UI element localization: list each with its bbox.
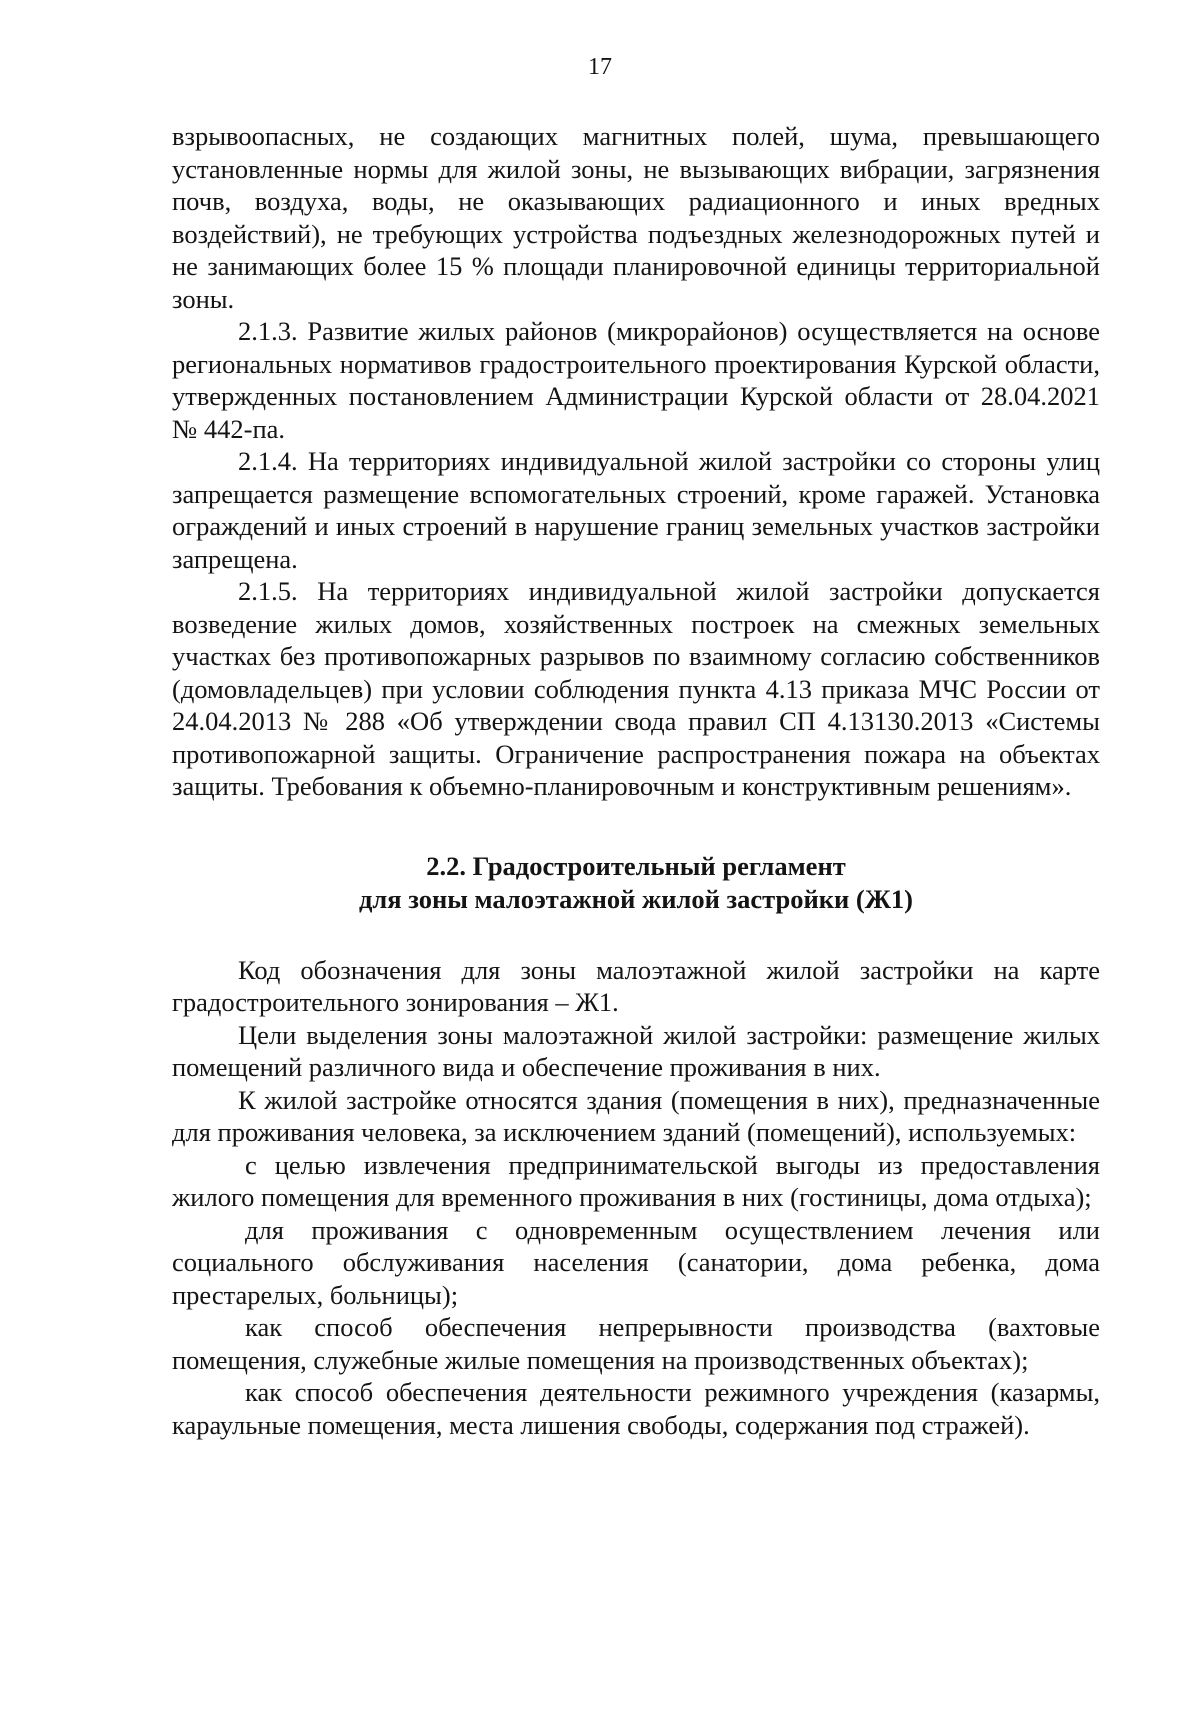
section-heading <box>172 850 1100 916</box>
exclusion-item-2: для проживания с одновременным осуществлением лечения или социального обслуживания населения (санатории, дома ребенка, дома престарелых, больницы); <box>172 1214 1100 1310</box>
clause-2-1-4: 2.1.4. На территориях индивидуальной жилой застройки со стороны улиц запрещается размещение вспомогательных строений, кроме гаражей. Установка ограждений и иных строений в нарушение границ земельных участков застройки запрещена. <box>172 446 1100 574</box>
section-heading-line-1: 2.2. Градостроительный регламент <box>426 850 846 881</box>
exclusion-item-4: как способ обеспечения деятельности режимного учреждения (казармы, караульные помещения, места лишения свободы, содержания под стражей). <box>172 1377 1100 1440</box>
page-number: 17 <box>588 54 612 80</box>
zone-code-paragraph: Код обозначения для зоны малоэтажной жилой застройки на карте градостроительного зонирования – Ж1. <box>172 954 1100 1017</box>
clause-2-1-3: 2.1.3. Развитие жилых районов (микрорайонов) осуществляется на основе региональных нормативов градостроительного проектирования Курской области, утвержденных постановлением Администрации Курской области от 28.04.2021 № 442-па. <box>172 316 1100 444</box>
residential-definition-paragraph: К жилой застройке относятся здания (помещения в них), предназначенные для проживания человека, за исключением зданий (помещений), используемых: <box>172 1084 1100 1147</box>
heading-spacer <box>172 916 1100 954</box>
exclusion-item-1: с целью извлечения предпринимательской выгоды из предоставления жилого помещения для временного проживания в них (гостиницы, дома отдыха); <box>172 1149 1100 1212</box>
zone-goals-paragraph: Цели выделения зоны малоэтажной жилой застройки: размещение жилых помещений различного вида и обеспечение проживания в них. <box>172 1019 1100 1082</box>
continuation-paragraph: взрывоопасных, не создающих магнитных полей, шума, превышающего установленные нормы для жилой зоны, не вызывающих вибрации, загрязнения почв, воздуха, воды, не оказывающих радиационного и иных вредных воздействий), не требующих устройства подъездных железнодорожных путей и не занимающих более 15 % площади планировочной единицы территориальной зоны. <box>172 121 1100 314</box>
exclusion-item-3: как способ обеспечения непрерывности производства (вахтовые помещения, служебные жилые помещения на производственных объектах); <box>172 1312 1100 1375</box>
clause-2-1-5: 2.1.5. На территориях индивидуальной жилой застройки допускается возведение жилых домов, хозяйственных построек на смежных земельных участках без противопожарных разрывов по взаимному согласию собственников (домовладельцев) при условии соблюдения пункта 4.13 приказа МЧС России от 24.04.2013 № 288 «Об утверждении свода правил СП 4.13130.2013 «Системы противопожарной защиты. Ограничение распространения пожара на объектах защиты. Требования к объемно-планировочным и конструктивным решениям». <box>172 576 1100 801</box>
document-body <box>172 120 1100 1441</box>
section-heading-line-2: для зоны малоэтажной жилой застройки (Ж1) <box>358 883 914 914</box>
